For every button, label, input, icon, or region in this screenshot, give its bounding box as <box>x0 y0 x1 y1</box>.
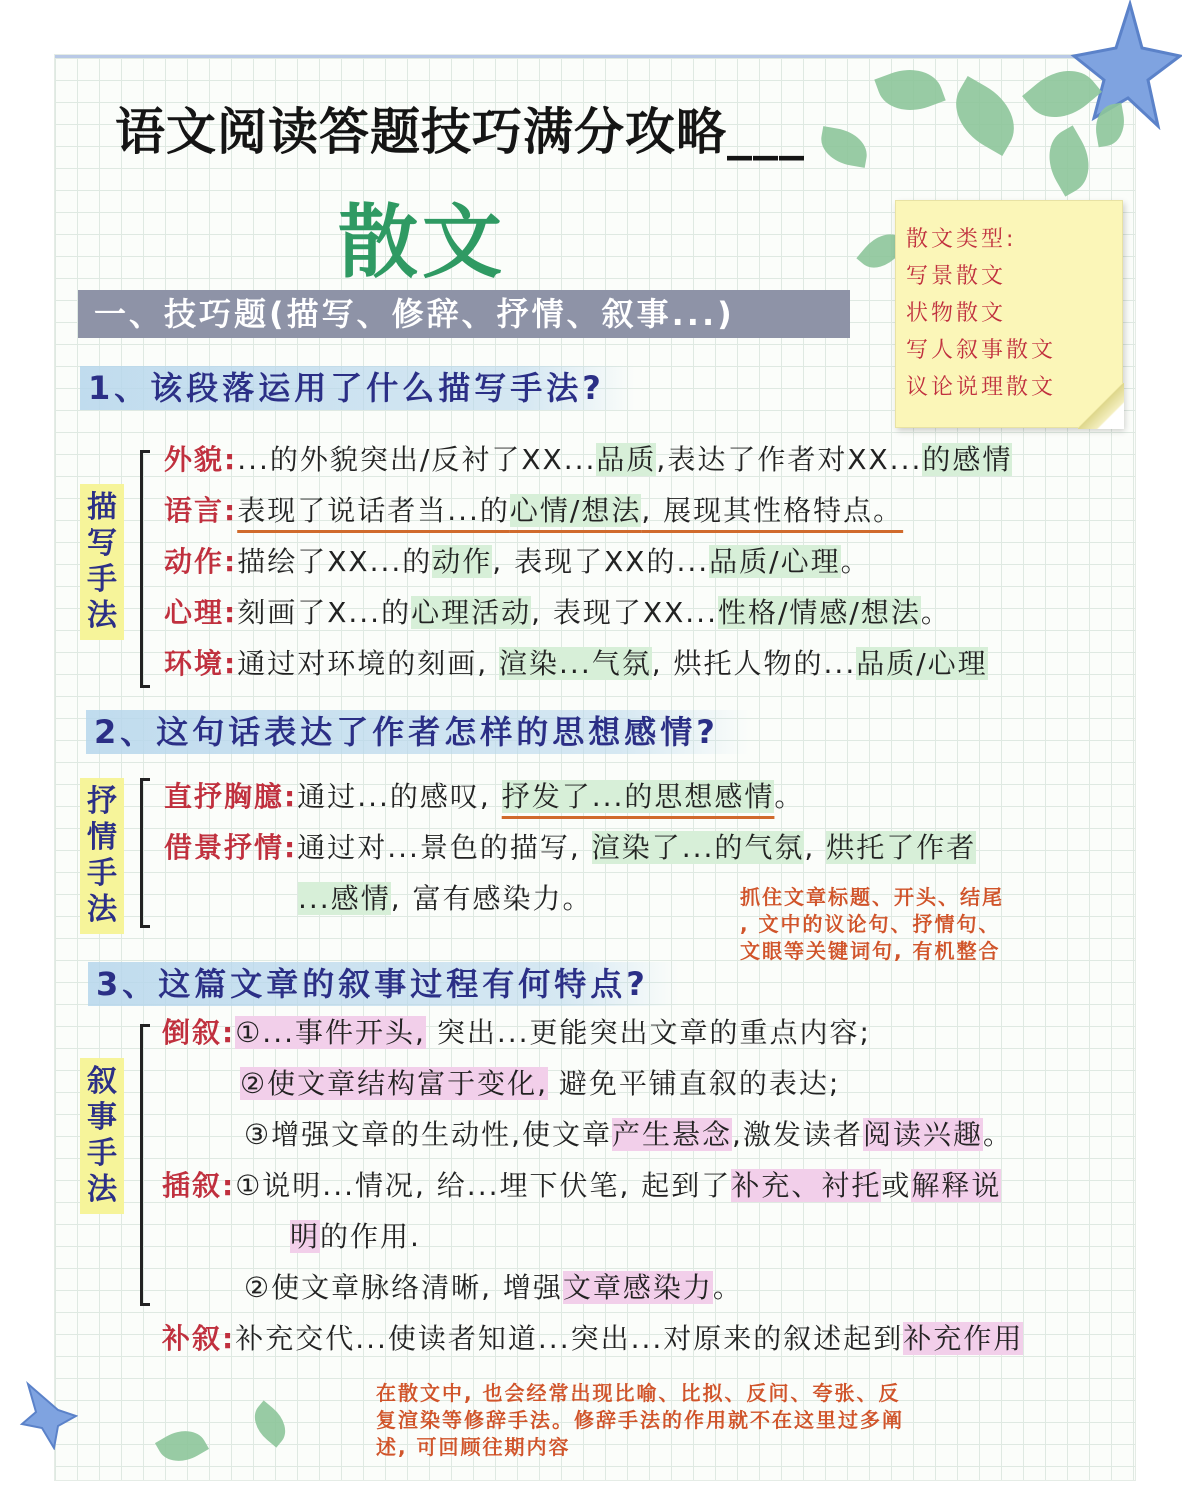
narrative-chaxu-2: 明的作用. <box>290 1220 421 1253</box>
note-item: 议论说理散文 <box>906 375 1057 400</box>
bracket <box>140 450 150 688</box>
question-2: 2、这句话表达了作者怎样的思想感情? <box>86 710 749 754</box>
page-curl <box>1078 383 1124 429</box>
page-subtitle: 散文 <box>338 195 506 289</box>
narrative-daoxu: 倒叙:①...事件开头, 突出...更能突出文章的重点内容; <box>162 1016 871 1049</box>
desc-huanjing: 环境:通过对环境的刻画, 渲染...气氛, 烘托人物的...品质/心理 <box>164 647 988 680</box>
tip-note-2: 在散文中, 也会经常出现比喻、比拟、反问、夸张、反 复渲染等修辞手法。修辞手法的作用就不在这里过多阐 述, 可回顾往期内容 <box>376 1381 904 1459</box>
desc-waimao: 外貌:...的外貌突出/反衬了XX...品质,表达了作者对XX...的感情 <box>164 443 1013 476</box>
question-3: 3、这篇文章的叙事过程有何特点? <box>88 962 679 1006</box>
question-1: 1、该段落运用了什么描写手法? <box>80 366 635 410</box>
star-icon <box>1070 0 1182 130</box>
desc-yuyan: 语言:表现了说话者当...的心情/想法, 展现其性格特点。 <box>164 494 904 527</box>
bracket <box>140 1024 150 1306</box>
narrative-chaxu: 插叙:①说明...情况, 给...埋下伏笔, 起到了补充、衬托或解释说 <box>162 1169 1002 1202</box>
note-item: 写景散文 <box>906 264 1007 289</box>
page-title: 语文阅读答题技巧满分攻略___ <box>115 102 805 161</box>
narrative-daoxu-2: ②使文章结构富于变化, 避免平铺直叙的表达; <box>240 1067 841 1100</box>
side-label-narrative: 叙 事 手 法 <box>80 1058 124 1214</box>
narrative-buxu: 补叙:补充交代...使读者知道...突出...对原来的叙述起到补充作用 <box>162 1322 1024 1355</box>
note-item: 状物散文 <box>906 301 1007 326</box>
emotion-jiejing: 借景抒情:通过对...景色的描写, 渲染了...的气氛, 烘托了作者 <box>164 831 977 864</box>
narrative-chaxu-3: ②使文章脉络清晰, 增强文章感染力。 <box>244 1271 743 1304</box>
desc-dongzuo: 动作:描绘了XX...的动作, 表现了XX的...品质/心理。 <box>164 545 871 578</box>
bracket <box>140 778 150 928</box>
emotion-jiejing-cont: ...感情, 富有感染力。 <box>298 882 593 915</box>
tip-note-1: 抓住文章标题、开头、结尾 , 文中的议论句、抒情句、 文眼等关键词句, 有机整合 <box>740 885 1004 963</box>
side-label-emotion: 抒 情 手 法 <box>80 778 124 934</box>
narrative-daoxu-3: ③增强文章的生动性,使文章产生悬念,激发读者阅读兴趣。 <box>244 1118 1013 1151</box>
sticky-note <box>895 200 1123 428</box>
note-item: 写人叙事散文 <box>906 338 1057 363</box>
star-icon <box>18 1380 78 1450</box>
side-label-description: 描 写 手 法 <box>80 484 124 640</box>
emotion-zhishu: 直抒胸臆:通过...的感叹, 抒发了...的思想感情。 <box>164 780 805 813</box>
section-banner: 一、技巧题(描写、修辞、抒情、叙事...) <box>78 290 850 338</box>
note-heading: 散文类型: <box>906 227 1017 252</box>
desc-xinli: 心理:刻画了X...的心理活动, 表现了XX...性格/情感/想法。 <box>164 596 951 629</box>
